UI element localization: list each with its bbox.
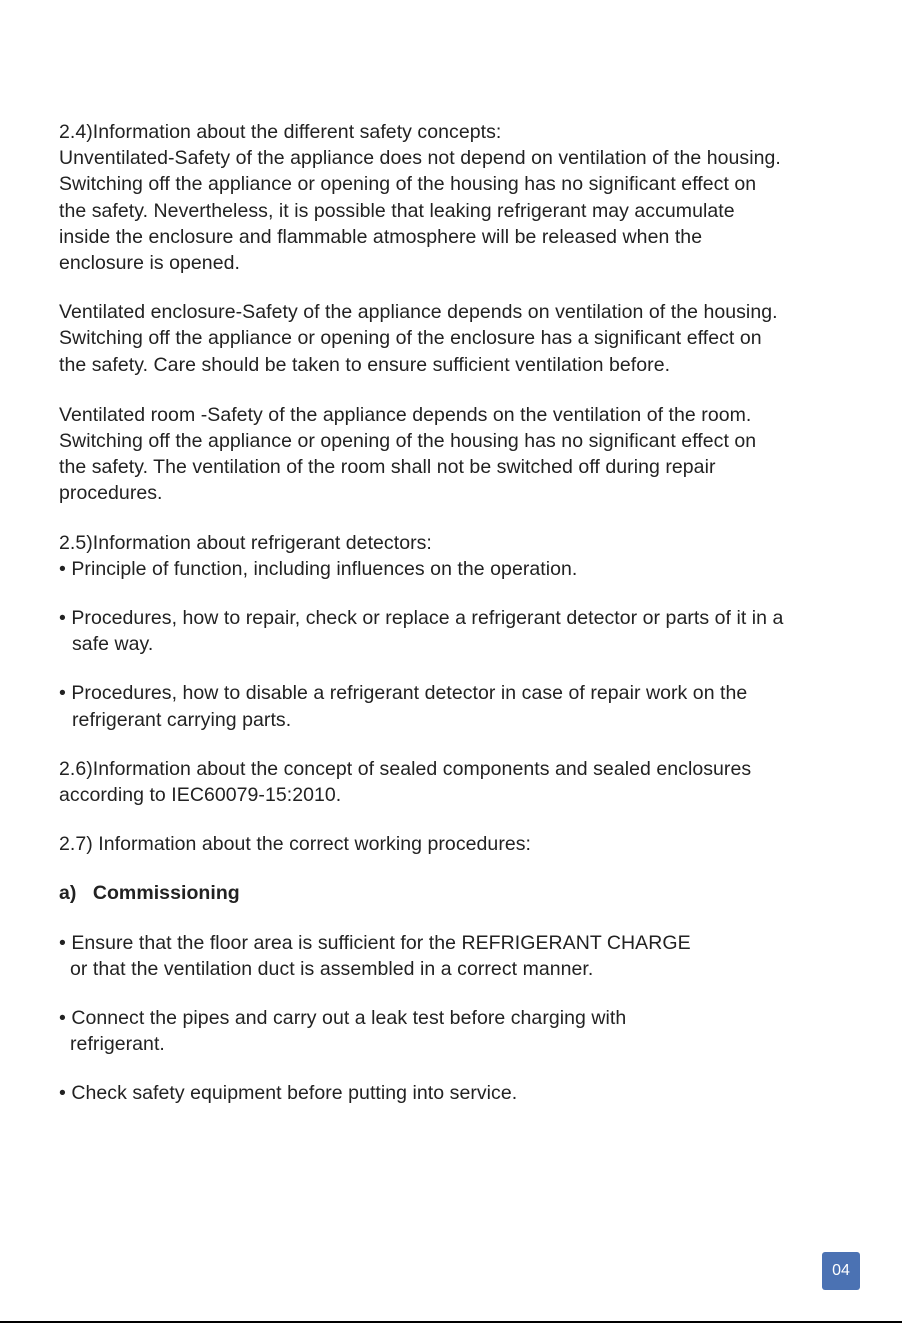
paragraph-line: Switching off the appliance or opening of the enclosure has a significant effect on: [59, 327, 762, 350]
subsection-heading: a) Commissioning: [59, 882, 240, 905]
bullet-item: [59, 680, 879, 732]
bottom-divider: [0, 1321, 902, 1323]
paragraph-line: according to IEC60079-15:2010.: [59, 784, 342, 807]
paragraph-line: Unventilated-Safety of the appliance does not depend on ventilation of the housing.: [59, 147, 781, 170]
bullet-line: • Procedures, how to repair, check or replace a refrigerant detector or parts of it in a: [59, 607, 784, 630]
paragraph-line: Ventilated enclosure-Safety of the appliance depends on ventilation of the housing.: [59, 301, 778, 324]
section-2-5: [59, 530, 879, 582]
bullet-line: or that the ventilation duct is assembled in a correct manner.: [70, 957, 594, 980]
subsection-commissioning: [59, 880, 879, 906]
section-2-4: [59, 119, 879, 276]
paragraph-line: the safety. The ventilation of the room shall not be switched off during repair: [59, 456, 716, 479]
paragraph-line: enclosure is opened.: [59, 252, 240, 275]
section-2-7: [59, 831, 879, 857]
bullet-line: • Procedures, how to disable a refrigerant detector in case of repair work on the: [59, 682, 748, 705]
paragraph-line: Switching off the appliance or opening of the housing has no significant effect on: [59, 430, 757, 453]
bullet-line: refrigerant.: [70, 1033, 165, 1056]
bullet-item: [59, 605, 879, 657]
page-number-badge: 04: [822, 1252, 860, 1290]
paragraph-line: the safety. Nevertheless, it is possible that leaking refrigerant may accumulate: [59, 199, 735, 222]
section-heading: 2.6)Information about the concept of sealed components and sealed enclosures: [59, 757, 752, 780]
paragraph-line: Switching off the appliance or opening of the housing has no significant effect on: [59, 173, 757, 196]
paragraph-line: procedures.: [59, 482, 163, 505]
bullet-line: • Check safety equipment before putting into service.: [59, 1082, 518, 1105]
ventilated-room-paragraph: [59, 402, 879, 507]
bullet-item: [59, 1005, 879, 1057]
bullet-item: • Principle of function, including influences on the operation.: [59, 557, 578, 580]
ventilated-enclosure-paragraph: [59, 299, 879, 378]
section-heading: 2.5)Information about refrigerant detectors:: [59, 531, 432, 554]
bullet-line: • Ensure that the floor area is sufficient for the REFRIGERANT CHARGE: [59, 931, 691, 954]
section-2-6: [59, 756, 879, 808]
paragraph-line: inside the enclosure and flammable atmosphere will be released when the: [59, 225, 703, 248]
section-heading: 2.4)Information about the different safety concepts:: [59, 121, 502, 143]
bullet-item: [59, 1080, 879, 1106]
paragraph-line: Ventilated room -Safety of the appliance depends on the ventilation of the room.: [59, 403, 752, 426]
paragraph-line: the safety. Care should be taken to ensure sufficient ventilation before.: [59, 353, 671, 376]
bullet-line: refrigerant carrying parts.: [72, 708, 292, 731]
bullet-item: [59, 930, 879, 982]
page-content: [59, 119, 879, 1107]
section-heading: 2.7) Information about the correct working procedures:: [59, 833, 532, 856]
bullet-line: • Connect the pipes and carry out a leak test before charging with: [59, 1007, 627, 1030]
bullet-line: safe way.: [72, 633, 154, 656]
